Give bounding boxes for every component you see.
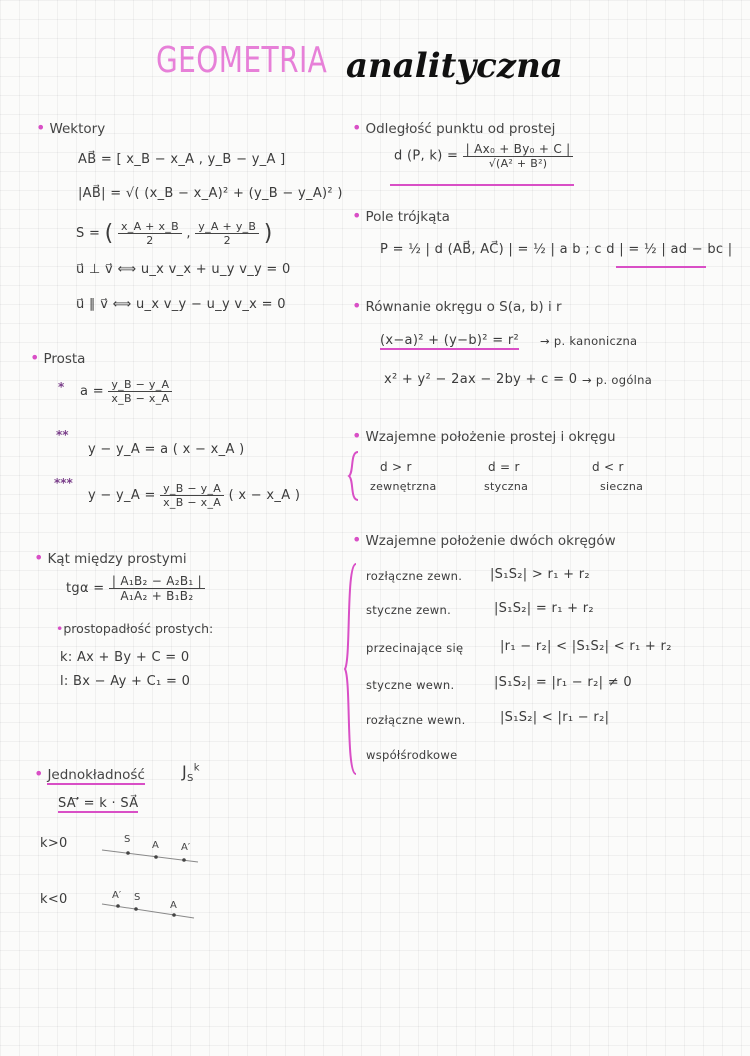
okrag-heading: • Równanie okręgu o S(a, b) i r [352, 296, 562, 315]
triangle-area-formula: P = ½ | d (AB⃗, AC⃗) | = ½ | a b ; c d | = ½ | ad − bc | [380, 242, 733, 257]
k-positive-label: k>0 [40, 836, 68, 851]
point-s-label: S [124, 834, 131, 845]
circles-row-label-0: rozłączne zewn. [366, 569, 463, 583]
circles-row-label-5: współśrodkowe [366, 748, 458, 762]
vector-ab-formula: AB⃗ = [ x_B − x_A , y_B − y_A ] [78, 152, 286, 167]
area-underline [616, 266, 706, 268]
title-analityczna: analityczna [346, 46, 563, 86]
prosta-heading: • Prosta [30, 348, 86, 367]
title-geometria: GEOMETRIA [156, 40, 328, 81]
prosta-okrag-heading: • Wzajemne położenie prostej i okręgu [352, 426, 616, 445]
brace-dwa-okregi [342, 562, 360, 776]
distance-formula: d (P, k) = $\frac{\text{| Ax₀ + By₀ + C |}}{\text{√(A² + B²)}}$ [394, 142, 573, 170]
wektory-heading: • Wektory [36, 118, 106, 137]
k-negative-label: k<0 [40, 892, 68, 907]
perpendicular-lines-heading: •prostopadłość prostych: [56, 621, 214, 636]
circles-row-cond-2: |r₁ − r₂| < |S₁S₂| < r₁ + r₂ [500, 639, 672, 654]
case-tangent-label: styczna [484, 480, 529, 493]
case-d-lt-r: d < r [592, 460, 624, 474]
slope-formula: a = $\frac{y\_B - y\_A}{x\_B - x\_A}$ [80, 378, 172, 405]
line-k-equation: k: Ax + By + C = 0 [60, 650, 190, 665]
circles-row-cond-0: |S₁S₂| > r₁ + r₂ [490, 567, 590, 582]
general-note: → p. ogólna [582, 373, 653, 387]
circles-row-cond-1: |S₁S₂| = r₁ + r₂ [494, 601, 594, 616]
jednokladnosc-heading: • Jednokładność [34, 764, 145, 783]
point-a-label-2: A [170, 900, 177, 911]
case-external-label: zewnętrzna [370, 480, 437, 493]
circle-general-equation: x² + y² − 2ax − 2by + c = 0 [384, 372, 578, 387]
line-l-equation: l: Bx − Ay + C₁ = 0 [60, 674, 191, 689]
marker-star-3: *** [54, 476, 73, 490]
point-slope-formula: y − y_A = a ( x − x_A ) [88, 442, 245, 457]
circles-row-label-3: styczne wewn. [366, 678, 455, 692]
brace-prosta-okrag [346, 450, 362, 502]
circles-row-label-2: przecinające się [366, 641, 464, 655]
circles-row-cond-3: |S₁S₂| = |r₁ − r₂| ≠ 0 [494, 675, 632, 690]
two-point-formula: y − y_A = $\frac{y\_B - y\_A}{x\_B - x\_A}$ ( x − x_A ) [88, 482, 301, 509]
point-a-label: A [152, 840, 159, 851]
case-d-eq-r: d = r [488, 460, 520, 474]
point-s-label-2: S [134, 892, 141, 903]
circle-canonical-equation: (x−a)² + (y−b)² = r² [380, 333, 519, 348]
midpoint-formula: S = ( $\frac{x\_A + x\_B}{2}$ , $\frac{y\_A + y\_B}{2}$ ) [76, 220, 273, 247]
point-aprime-label: A′ [181, 842, 191, 853]
kat-heading: • Kąt między prostymi [34, 548, 187, 567]
dwa-okregi-heading: • Wzajemne położenie dwóch okręgów [352, 530, 616, 549]
case-d-gt-r: d > r [380, 460, 412, 474]
circles-row-label-4: rozłączne wewn. [366, 713, 466, 727]
pole-heading: • Pole trójkąta [352, 206, 450, 225]
case-secant-label: sieczna [600, 480, 644, 493]
perpendicular-vectors-formula: u⃗ ⊥ v⃗ ⟺ u_x v_x + u_y v_y = 0 [76, 262, 291, 277]
parallel-vectors-formula: u⃗ ∥ v⃗ ⟺ u_x v_y − u_y v_x = 0 [76, 297, 286, 312]
vector-length-formula: |AB⃗| = √( (x_B − x_A)² + (y_B − y_A)² ) [78, 186, 343, 201]
point-aprime-label-2: A′ [112, 890, 122, 901]
angle-formula: tgα = $\frac{\text{| A₁B₂ − A₂B₁ |}}{\text{A₁A₂ + B₁B₂}}$ [66, 574, 205, 603]
circles-row-label-1: styczne zewn. [366, 603, 452, 617]
homothety-positive-diagram [98, 832, 208, 868]
homothety-negative-diagram [98, 886, 208, 922]
distance-underline [390, 184, 574, 186]
marker-star-1: * [58, 380, 65, 394]
homothety-symbol: $J_S^k$ [182, 762, 200, 785]
odleglosc-heading: • Odległość punktu od prostej [352, 118, 556, 137]
canonical-note: → p. kanoniczna [540, 334, 638, 348]
circles-row-cond-4: |S₁S₂| < |r₁ − r₂| [500, 710, 610, 725]
homothety-formula: SA′⃗ = k · SA⃗ [58, 796, 139, 811]
marker-star-2: ** [56, 428, 69, 442]
